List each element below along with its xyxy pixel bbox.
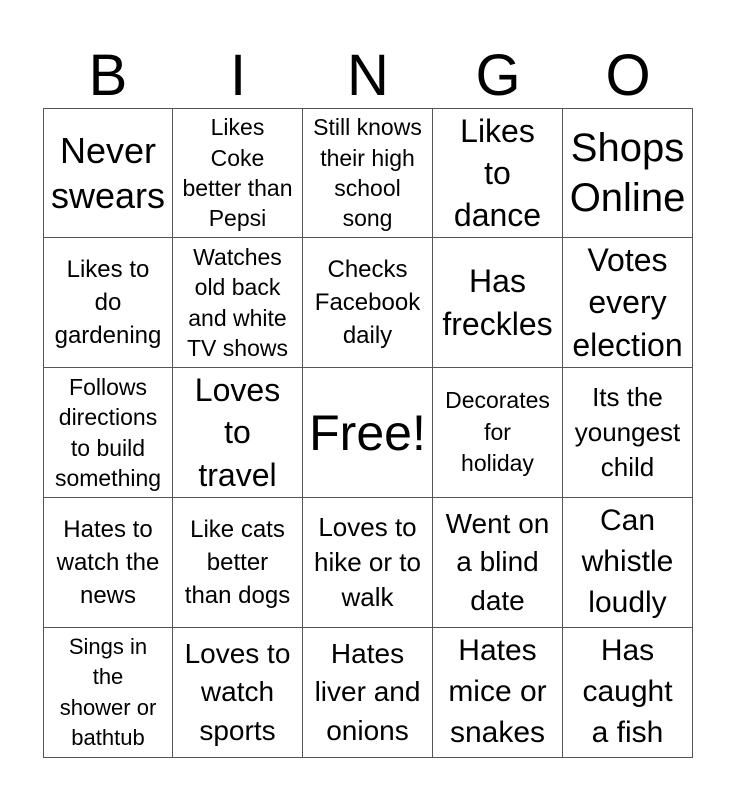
header-letter-b: B [88, 43, 128, 108]
bingo-cell[interactable] [43, 238, 173, 368]
cell-text: Sings in the shower or bathtub [59, 633, 157, 750]
bingo-cell[interactable] [303, 238, 433, 368]
cell-text: Watches old back and white TV shows [187, 243, 288, 361]
bingo-header [43, 40, 693, 108]
cell-text: Loves to watch sports [184, 638, 291, 746]
bingo-cell[interactable] [433, 628, 563, 758]
cell-text: Still knows their high school song [313, 114, 422, 232]
cell-text: Likes Coke better than Pepsi [182, 114, 293, 232]
cell-text: Like cats better than dogs [184, 515, 291, 610]
cell-text: Has caught a fish [582, 634, 673, 749]
cell-text: Votes every election [572, 242, 683, 363]
bingo-cell[interactable] [433, 368, 563, 498]
free-space-text: Free! [309, 404, 426, 461]
header-letter-i: I [229, 43, 247, 108]
cell-text: Hates to watch the news [56, 515, 160, 610]
bingo-cell[interactable] [43, 498, 173, 628]
cell-text: Hates mice or snakes [448, 634, 547, 749]
cell-text: Likes to dance [453, 112, 542, 234]
cell-text: Its the youngest child [574, 381, 681, 483]
bingo-cell[interactable] [433, 498, 563, 628]
bingo-cell[interactable] [43, 368, 173, 498]
header-letter-g: G [475, 43, 521, 108]
cell-text: Never swears [50, 130, 166, 216]
bingo-cell[interactable] [173, 108, 303, 238]
bingo-cell[interactable] [433, 238, 563, 368]
cell-text: Loves to hike or to walk [314, 511, 421, 613]
bingo-cell[interactable] [563, 368, 693, 498]
bingo-cell[interactable] [173, 498, 303, 628]
bingo-cell[interactable] [433, 108, 563, 238]
bingo-cell[interactable] [173, 368, 303, 498]
cell-text: Can whistle loudly [581, 504, 674, 619]
cell-text: Has freckles [442, 263, 553, 342]
bingo-cell[interactable] [303, 498, 433, 628]
bingo-board [43, 108, 693, 758]
bingo-cell[interactable] [173, 628, 303, 758]
free-space-cell[interactable] [303, 368, 433, 498]
bingo-cell[interactable] [43, 108, 173, 238]
header-letter-o: O [605, 43, 651, 108]
bingo-cell[interactable] [173, 238, 303, 368]
cell-text: Checks Facebook daily [314, 255, 421, 350]
bingo-cell[interactable] [303, 108, 433, 238]
cell-text: Loves to travel [194, 372, 281, 493]
cell-text: Follows directions to build something [54, 373, 162, 491]
bingo-cell[interactable] [563, 498, 693, 628]
cell-text: Hates liver and onions [314, 638, 421, 746]
bingo-cell[interactable] [563, 238, 693, 368]
cell-text: Shops Online [569, 126, 686, 220]
cell-text: Likes to do gardening [54, 255, 162, 350]
bingo-cell[interactable] [563, 628, 693, 758]
bingo-cell[interactable] [303, 628, 433, 758]
bingo-cell[interactable] [43, 628, 173, 758]
cell-text: Went on a blind date [445, 508, 550, 616]
cell-text: Decorates for holiday [445, 386, 550, 477]
bingo-cell[interactable] [563, 108, 693, 238]
header-letter-n: N [347, 43, 389, 108]
